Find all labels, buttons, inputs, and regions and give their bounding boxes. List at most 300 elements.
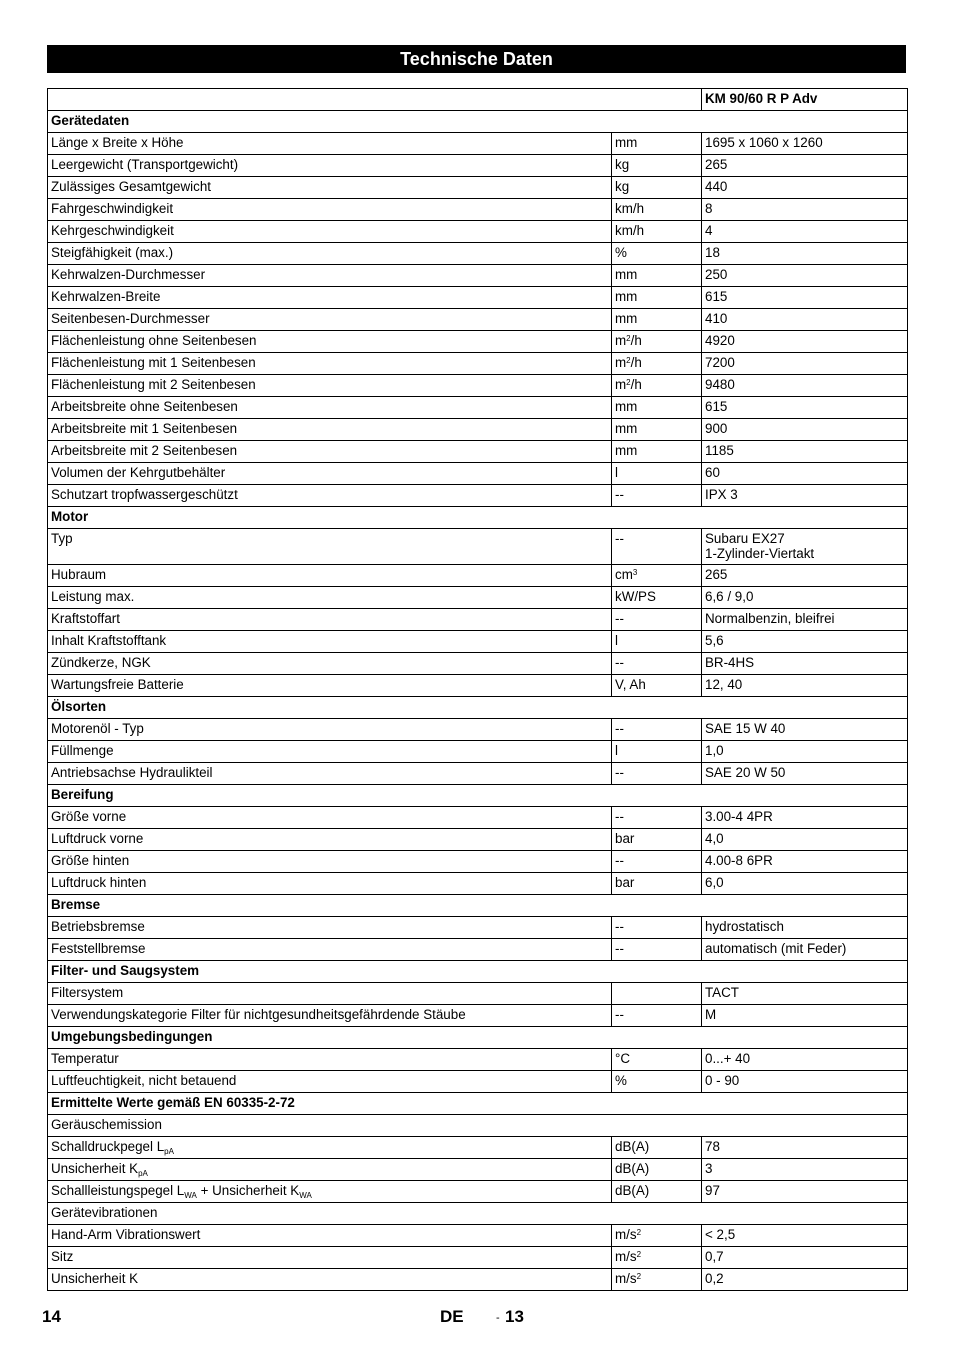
spec-unit	[612, 1159, 702, 1181]
spec-unit-text: mm	[615, 311, 638, 326]
spec-label	[48, 741, 612, 763]
spec-row	[48, 917, 908, 939]
spec-label	[48, 353, 612, 375]
spec-unit-text: l	[615, 743, 618, 758]
spec-label	[48, 1071, 612, 1093]
spec-value: 250	[702, 265, 908, 287]
header-empty-cell	[48, 89, 702, 111]
spec-value: 6,6 / 9,0	[702, 587, 908, 609]
spec-row	[48, 851, 908, 873]
spec-unit-superscript: 2	[636, 1272, 642, 1281]
spec-unit-superscript: 3	[632, 568, 638, 577]
spec-label	[48, 265, 612, 287]
spec-unit	[612, 309, 702, 331]
spec-unit	[612, 1247, 702, 1269]
spec-label	[48, 243, 612, 265]
spec-row	[48, 675, 908, 697]
spec-value: 3	[702, 1159, 908, 1181]
spec-value: 1,0	[702, 741, 908, 763]
spec-unit-superscript: 2	[626, 356, 631, 365]
spec-label-text-continued: + Unsicherheit K	[196, 1183, 300, 1198]
spec-label-text: Leergewicht (Transportgewicht)	[51, 157, 239, 172]
spec-unit-text: m	[615, 355, 627, 370]
spec-label-text: Länge x Breite x Höhe	[51, 135, 184, 150]
spec-label	[48, 873, 612, 895]
spec-unit-text: mm	[615, 399, 638, 414]
spec-row	[48, 587, 908, 609]
spec-label	[48, 1137, 612, 1159]
page-number-left: 14	[42, 1307, 61, 1326]
spec-value: 3.00-4 4PR	[702, 807, 908, 829]
spec-label	[48, 177, 612, 199]
spec-unit	[612, 199, 702, 221]
spec-row	[48, 1005, 908, 1027]
spec-label	[48, 587, 612, 609]
spec-unit-text: mm	[615, 421, 638, 436]
spec-label-text: Steigfähigkeit (max.)	[51, 245, 174, 260]
spec-unit	[612, 917, 702, 939]
spec-label-text: Luftfeuchtigkeit, nicht betauend	[51, 1073, 237, 1088]
spec-unit	[612, 419, 702, 441]
spec-value: M	[702, 1005, 908, 1027]
spec-row	[48, 1203, 908, 1225]
spec-label	[48, 1181, 612, 1203]
spec-unit-text: m/s	[615, 1249, 637, 1264]
spec-unit-text: --	[615, 721, 624, 736]
spec-unit	[612, 287, 702, 309]
spec-label-text: Filtersystem	[51, 985, 124, 1000]
spec-label-text: Wartungsfreie Batterie	[51, 677, 184, 692]
spec-unit	[612, 1049, 702, 1071]
spec-row	[48, 463, 908, 485]
spec-row	[48, 221, 908, 243]
spec-label-text: Inhalt Kraftstofftank	[51, 633, 167, 648]
spec-label	[48, 221, 612, 243]
spec-label	[48, 851, 612, 873]
spec-unit	[612, 631, 702, 653]
spec-label-subscript: pA	[138, 1169, 148, 1178]
spec-unit	[612, 1005, 702, 1027]
spec-label-text: Leistung max.	[51, 589, 135, 604]
spec-row	[48, 1137, 908, 1159]
spec-label	[48, 1269, 612, 1291]
spec-unit	[612, 221, 702, 243]
section-header-row	[48, 111, 908, 133]
spec-value: TACT	[702, 983, 908, 1005]
spec-label-text: Flächenleistung ohne Seitenbesen	[51, 333, 257, 348]
spec-unit	[612, 763, 702, 785]
page-number-right: 13	[505, 1307, 524, 1326]
spec-unit-text: kg	[615, 157, 630, 172]
spec-row	[48, 1247, 908, 1269]
spec-unit	[612, 719, 702, 741]
spec-label-text: Füllmenge	[51, 743, 114, 758]
spec-value: < 2,5	[702, 1225, 908, 1247]
spec-unit	[612, 331, 702, 353]
spec-unit-text: --	[615, 531, 624, 546]
spec-value: Normalbenzin, bleifrei	[702, 609, 908, 631]
spec-value: SAE 20 W 50	[702, 763, 908, 785]
spec-value: automatisch (mit Feder)	[702, 939, 908, 961]
spec-value: 78	[702, 1137, 908, 1159]
spec-label	[48, 529, 612, 565]
spec-label	[48, 199, 612, 221]
spec-value: 265	[702, 155, 908, 177]
spec-unit	[612, 265, 702, 287]
spec-label-text: Luftdruck vorne	[51, 831, 144, 846]
spec-row	[48, 1049, 908, 1071]
spec-label-text: Temperatur	[51, 1051, 119, 1066]
spec-row	[48, 829, 908, 851]
spec-unit-text: kg	[615, 179, 630, 194]
spec-unit	[612, 807, 702, 829]
spec-value: 265	[702, 565, 908, 587]
spec-unit-text: bar	[615, 831, 635, 846]
spec-label	[48, 675, 612, 697]
spec-label-text: Zündkerze, NGK	[51, 655, 151, 670]
spec-unit	[612, 1269, 702, 1291]
spec-row	[48, 631, 908, 653]
spec-unit	[612, 485, 702, 507]
spec-row	[48, 763, 908, 785]
spec-row	[48, 741, 908, 763]
section-header-row	[48, 895, 908, 917]
spec-unit-text: --	[615, 487, 624, 502]
spec-label-text: Schallleistungspegel L	[51, 1183, 185, 1198]
spec-unit-text: l	[615, 465, 618, 480]
spec-row	[48, 133, 908, 155]
spec-row	[48, 983, 908, 1005]
spec-label-subscript: pA	[164, 1147, 174, 1156]
spec-label	[48, 939, 612, 961]
spec-unit-text: --	[615, 765, 624, 780]
spec-row	[48, 1269, 908, 1291]
spec-label-text: Arbeitsbreite mit 2 Seitenbesen	[51, 443, 238, 458]
spec-unit-text: mm	[615, 267, 638, 282]
spec-label	[48, 1159, 612, 1181]
spec-label	[48, 763, 612, 785]
spec-unit-text: %	[615, 1073, 627, 1088]
spec-unit	[612, 609, 702, 631]
spec-unit	[612, 939, 702, 961]
spec-label-text: Antriebsachse Hydraulikteil	[51, 765, 213, 780]
spec-unit-text: mm	[615, 289, 638, 304]
spec-unit	[612, 851, 702, 873]
spec-value: 6,0	[702, 873, 908, 895]
subgroup-label	[48, 1203, 908, 1225]
spec-label-text: Betriebsbremse	[51, 919, 145, 934]
spec-unit-text: --	[615, 853, 624, 868]
spec-row	[48, 243, 908, 265]
spec-label-text: Flächenleistung mit 1 Seitenbesen	[51, 355, 256, 370]
section-title: Umgebungsbedingungen	[48, 1027, 908, 1049]
section-title: Ermittelte Werte gemäß EN 60335-2-72	[48, 1093, 908, 1115]
spec-unit	[612, 375, 702, 397]
spec-label	[48, 1005, 612, 1027]
spec-label	[48, 331, 612, 353]
spec-label	[48, 1225, 612, 1247]
spec-unit-text: °C	[615, 1051, 631, 1066]
technical-data-table	[47, 88, 908, 1291]
spec-value: 410	[702, 309, 908, 331]
spec-label	[48, 485, 612, 507]
spec-label	[48, 441, 612, 463]
spec-row	[48, 199, 908, 221]
spec-label	[48, 829, 612, 851]
spec-value: 9480	[702, 375, 908, 397]
spec-unit-text: m	[615, 333, 627, 348]
spec-label-text: Flächenleistung mit 2 Seitenbesen	[51, 377, 256, 392]
spec-label-text: Seitenbesen-Durchmesser	[51, 311, 210, 326]
model-header-row	[48, 89, 908, 111]
spec-label	[48, 155, 612, 177]
spec-label-text: Fahrgeschwindigkeit	[51, 201, 174, 216]
spec-value: 7200	[702, 353, 908, 375]
spec-row	[48, 939, 908, 961]
spec-label-text: Verwendungskategorie Filter für nichtgesundheitsgefährdende Stäube	[51, 1007, 466, 1022]
spec-label	[48, 1049, 612, 1071]
spec-label-text: Kehrwalzen-Durchmesser	[51, 267, 206, 282]
spec-value: Subaru EX27 1-Zylinder-Viertakt	[702, 529, 908, 565]
spec-unit-text: --	[615, 1007, 624, 1022]
spec-label-text: Kehrgeschwindigkeit	[51, 223, 174, 238]
spec-row	[48, 375, 908, 397]
spec-unit	[612, 155, 702, 177]
spec-row	[48, 485, 908, 507]
spec-label-text: Volumen der Kehrgutbehälter	[51, 465, 226, 480]
spec-unit	[612, 397, 702, 419]
spec-value: 1695 x 1060 x 1260	[702, 133, 908, 155]
spec-unit	[612, 653, 702, 675]
spec-unit	[612, 463, 702, 485]
spec-unit-text: mm	[615, 443, 638, 458]
spec-unit-suffix: /h	[630, 333, 642, 348]
spec-unit-text: --	[615, 611, 624, 626]
spec-label-text: Arbeitsbreite ohne Seitenbesen	[51, 399, 238, 414]
section-header-row	[48, 785, 908, 807]
spec-row	[48, 565, 908, 587]
spec-unit-text: m/s	[615, 1271, 637, 1286]
spec-value: 8	[702, 199, 908, 221]
spec-label-subscript: WA	[184, 1191, 197, 1200]
spec-row	[48, 1181, 908, 1203]
spec-unit-text: --	[615, 919, 624, 934]
spec-unit-suffix: /h	[630, 377, 642, 392]
spec-unit	[612, 1181, 702, 1203]
spec-label-text: Motorenöl - Typ	[51, 721, 144, 736]
section-header-row	[48, 507, 908, 529]
spec-value: 12, 40	[702, 675, 908, 697]
spec-label-text: Typ	[51, 531, 73, 546]
section-header-row	[48, 961, 908, 983]
spec-row	[48, 177, 908, 199]
spec-value: 615	[702, 397, 908, 419]
spec-label-text: Hand-Arm Vibrationswert	[51, 1227, 201, 1242]
spec-unit	[612, 587, 702, 609]
spec-label	[48, 397, 612, 419]
spec-unit-superscript: 2	[636, 1250, 642, 1259]
spec-label	[48, 287, 612, 309]
spec-unit-text: --	[615, 655, 624, 670]
spec-unit	[612, 675, 702, 697]
spec-unit	[612, 1137, 702, 1159]
spec-value: 60	[702, 463, 908, 485]
spec-label	[48, 133, 612, 155]
spec-value: 1185	[702, 441, 908, 463]
spec-label-text: Schalldruckpegel L	[51, 1139, 165, 1154]
section-header-row	[48, 1027, 908, 1049]
spec-label	[48, 807, 612, 829]
spec-unit-text: --	[615, 809, 624, 824]
spec-value: 4	[702, 221, 908, 243]
spec-value: 4,0	[702, 829, 908, 851]
spec-value: hydrostatisch	[702, 917, 908, 939]
model-name: KM 90/60 R P Adv	[702, 89, 908, 111]
subgroup-label-text: Gerätevibrationen	[51, 1205, 158, 1220]
spec-unit-text: mm	[615, 135, 638, 150]
spec-row	[48, 397, 908, 419]
spec-label	[48, 719, 612, 741]
spec-row	[48, 1159, 908, 1181]
spec-value: 18	[702, 243, 908, 265]
spec-label-text: Größe vorne	[51, 809, 127, 824]
spec-label-text: Luftdruck hinten	[51, 875, 147, 890]
spec-unit	[612, 353, 702, 375]
spec-unit-text: km/h	[615, 223, 645, 238]
spec-label	[48, 375, 612, 397]
spec-label-text: Unsicherheit K	[51, 1271, 139, 1286]
spec-unit-text: V, Ah	[615, 677, 646, 692]
spec-row	[48, 353, 908, 375]
section-title: Bremse	[48, 895, 908, 917]
spec-value: 0...+ 40	[702, 1049, 908, 1071]
section-title: Ölsorten	[48, 697, 908, 719]
language-code: DE	[440, 1307, 464, 1326]
spec-row	[48, 331, 908, 353]
section-title: Filter- und Saugsystem	[48, 961, 908, 983]
spec-unit	[612, 1071, 702, 1093]
spec-unit-text: l	[615, 633, 618, 648]
spec-value: 0,2	[702, 1269, 908, 1291]
spec-unit-text: %	[615, 245, 627, 260]
spec-label	[48, 565, 612, 587]
spec-row	[48, 265, 908, 287]
spec-label	[48, 631, 612, 653]
spec-value: BR-4HS	[702, 653, 908, 675]
spec-label	[48, 609, 612, 631]
spec-unit	[612, 983, 702, 1005]
spec-unit	[612, 529, 702, 565]
spec-label	[48, 309, 612, 331]
section-title: Bereifung	[48, 785, 908, 807]
subgroup-label	[48, 1115, 908, 1137]
spec-unit	[612, 829, 702, 851]
spec-unit-text: cm	[615, 567, 633, 582]
spec-row	[48, 309, 908, 331]
spec-row	[48, 529, 908, 565]
spec-label-text: Arbeitsbreite mit 1 Seitenbesen	[51, 421, 238, 436]
spec-label-subscript: WA	[299, 1191, 312, 1200]
spec-unit-text: km/h	[615, 201, 645, 216]
spec-unit	[612, 133, 702, 155]
section-header-row	[48, 1093, 908, 1115]
spec-label-text: Zulässiges Gesamtgewicht	[51, 179, 212, 194]
spec-label-text: Kehrwalzen-Breite	[51, 289, 161, 304]
spec-row	[48, 653, 908, 675]
spec-unit-superscript: 2	[626, 378, 631, 387]
spec-label	[48, 653, 612, 675]
spec-unit-suffix: /h	[630, 355, 642, 370]
spec-label	[48, 1247, 612, 1269]
spec-row	[48, 1071, 908, 1093]
section-title: Gerätedaten	[48, 111, 908, 133]
spec-row	[48, 873, 908, 895]
spec-unit	[612, 243, 702, 265]
page-title: Technische Daten	[47, 45, 906, 73]
spec-value: 5,6	[702, 631, 908, 653]
spec-row	[48, 287, 908, 309]
section-header-row	[48, 697, 908, 719]
spec-unit-text: dB(A)	[615, 1183, 650, 1198]
spec-value: 615	[702, 287, 908, 309]
spec-unit	[612, 177, 702, 199]
spec-label	[48, 983, 612, 1005]
page-number-dash: -	[496, 1312, 500, 1324]
spec-value: 0 - 90	[702, 1071, 908, 1093]
spec-unit	[612, 873, 702, 895]
spec-label-text: Größe hinten	[51, 853, 130, 868]
spec-value: 4.00-8 6PR	[702, 851, 908, 873]
spec-row	[48, 419, 908, 441]
subgroup-label-text: Geräuschemission	[51, 1117, 162, 1132]
spec-value: 440	[702, 177, 908, 199]
spec-label	[48, 419, 612, 441]
spec-unit	[612, 441, 702, 463]
spec-label	[48, 463, 612, 485]
spec-value: 900	[702, 419, 908, 441]
spec-unit	[612, 741, 702, 763]
spec-unit-superscript: 2	[636, 1228, 642, 1237]
spec-unit	[612, 565, 702, 587]
spec-value: 4920	[702, 331, 908, 353]
spec-label-text: Kraftstoffart	[51, 611, 120, 626]
spec-label-text: Feststellbremse	[51, 941, 146, 956]
spec-row	[48, 155, 908, 177]
spec-row	[48, 1115, 908, 1137]
spec-unit-text: m	[615, 377, 627, 392]
spec-row	[48, 719, 908, 741]
spec-unit-superscript: 2	[626, 334, 631, 343]
spec-row	[48, 609, 908, 631]
spec-unit-text: bar	[615, 875, 635, 890]
spec-label-text: Schutzart tropfwassergeschützt	[51, 487, 238, 502]
technical-data-body	[48, 89, 908, 1291]
spec-unit-text: m/s	[615, 1227, 637, 1242]
spec-value: 97	[702, 1181, 908, 1203]
spec-unit-text: dB(A)	[615, 1161, 650, 1176]
spec-value: SAE 15 W 40	[702, 719, 908, 741]
spec-unit-text: dB(A)	[615, 1139, 650, 1154]
spec-value: 0,7	[702, 1247, 908, 1269]
spec-value: IPX 3	[702, 485, 908, 507]
spec-label-text: Sitz	[51, 1249, 74, 1264]
spec-label-text: Hubraum	[51, 567, 107, 582]
spec-label	[48, 917, 612, 939]
spec-unit-text: kW/PS	[615, 589, 656, 604]
spec-unit-text: --	[615, 941, 624, 956]
spec-row	[48, 441, 908, 463]
spec-row	[48, 1225, 908, 1247]
